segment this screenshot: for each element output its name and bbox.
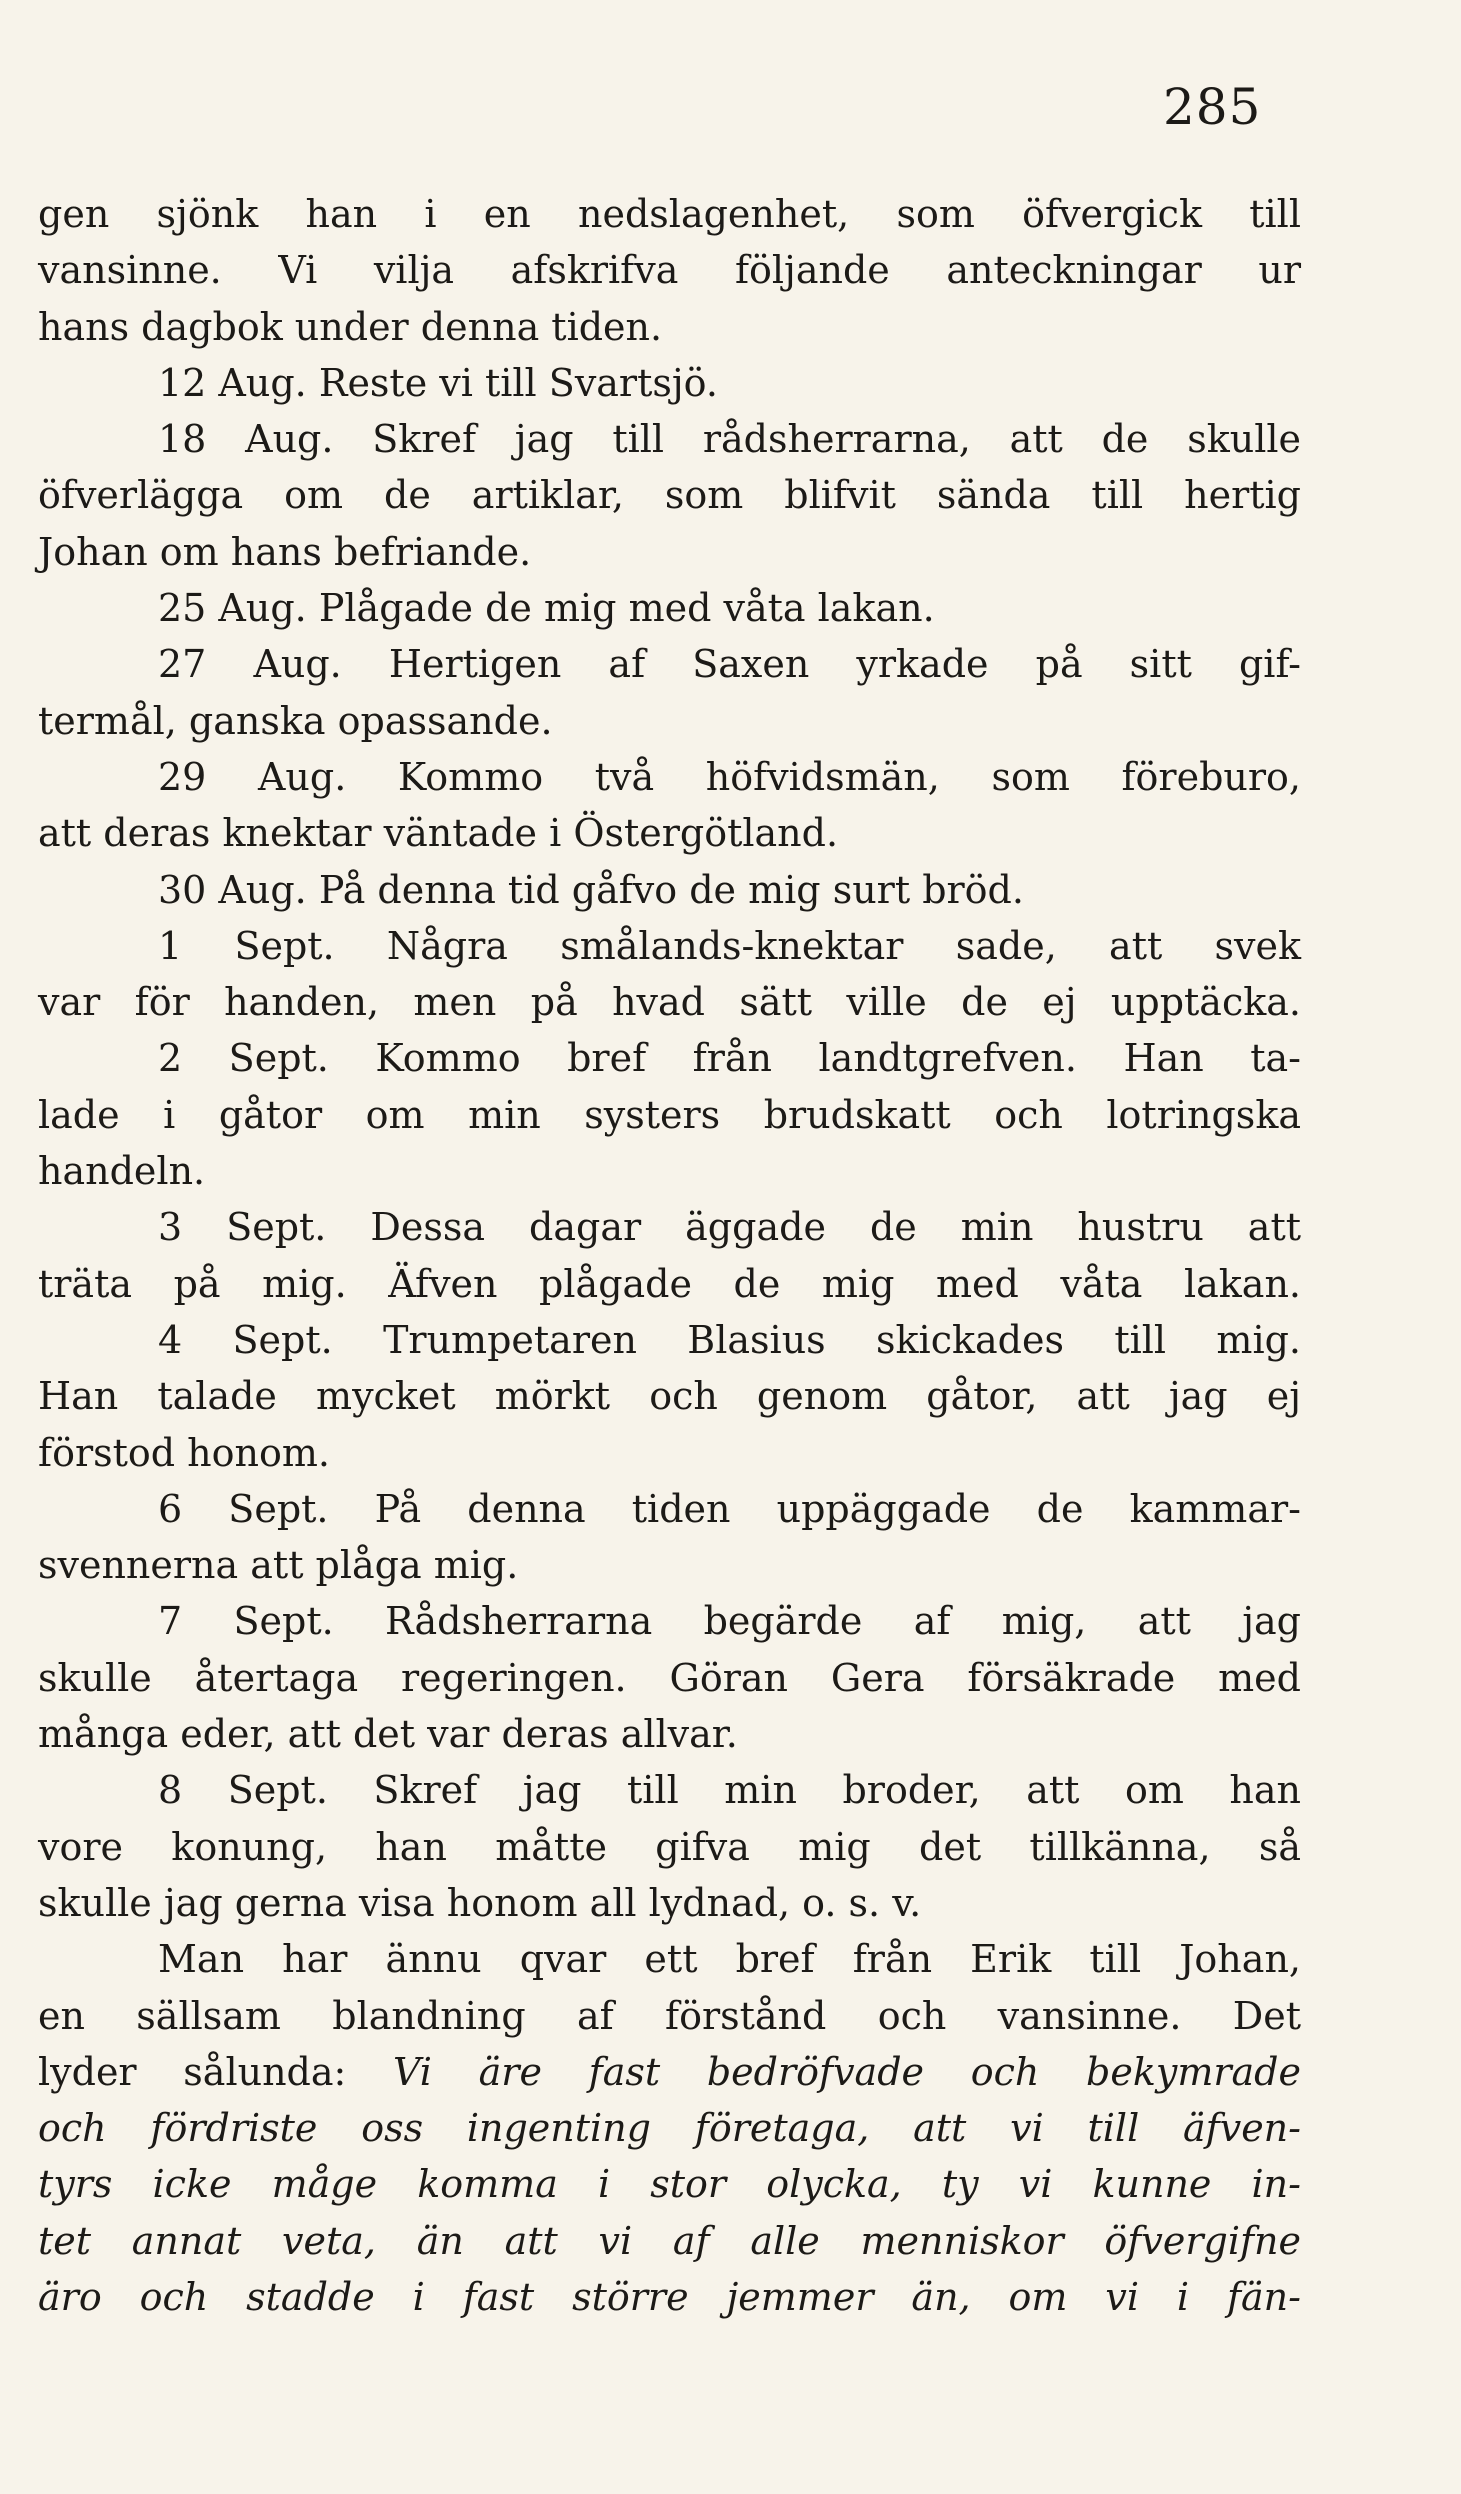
text-line: skulle återtaga regeringen. Göran Gera försäkrade med bbox=[38, 1655, 1301, 1700]
text-line: 3 Sept. Dessa dagar äggade de min hustru att bbox=[158, 1205, 1301, 1250]
text-line: en sällsam blandning af förstånd och vansinne. Det bbox=[38, 1993, 1301, 2038]
text-line: vansinne. Vi vilja afskrifva följande anteckningar ur bbox=[38, 248, 1301, 293]
text-line: Man har ännu qvar ett bref från Erik till Johan, bbox=[158, 1937, 1301, 1982]
text-line: 27 Aug. Hertigen af Saxen yrkade på sitt gif- bbox=[158, 642, 1301, 687]
quote-line: äro och stadde i fast större jemmer än, om vi i fän- bbox=[38, 2274, 1301, 2319]
text-line: svennerna att plåga mig. bbox=[38, 1543, 519, 1588]
text-line: Han talade mycket mörkt och genom gåtor, att jag ej bbox=[38, 1374, 1301, 1419]
text-line: 1 Sept. Några smålands-knektar sade, att svek bbox=[158, 923, 1301, 968]
text-line: 8 Sept. Skref jag till min broder, att om han bbox=[158, 1768, 1301, 1813]
text-line bbox=[38, 2044, 1301, 2100]
text-line: 12 Aug. Reste vi till Svartsjö. bbox=[158, 360, 718, 405]
text-line: skulle jag gerna visa honom all lydnad, o. s. v. bbox=[38, 1880, 922, 1925]
text-line: förstod honom. bbox=[38, 1430, 330, 1475]
text-line: träta på mig. Äfven plågade de mig med våta lakan. bbox=[38, 1261, 1301, 1306]
text-line: 4 Sept. Trumpetaren Blasius skickades till mig. bbox=[158, 1317, 1301, 1362]
text-line: vore konung, han måtte gifva mig det tillkänna, så bbox=[38, 1824, 1301, 1869]
text-line: termål, ganska opassande. bbox=[38, 698, 553, 743]
text-span-italic: Vi äre fast bedröfvade och bekymrade bbox=[393, 2049, 1301, 2094]
text-line: 6 Sept. På denna tiden uppäggade de kammar- bbox=[158, 1486, 1301, 1531]
text-line: 7 Sept. Rådsherrarna begärde af mig, att jag bbox=[158, 1599, 1301, 1644]
page-number: 285 bbox=[1163, 78, 1262, 136]
text-line: öfverlägga om de artiklar, som blifvit sända till hertig bbox=[38, 473, 1301, 518]
text-line: många eder, att det var deras allvar. bbox=[38, 1712, 738, 1757]
body-text bbox=[38, 186, 1301, 2325]
text-line: 18 Aug. Skref jag till rådsherrarna, att de skulle bbox=[158, 417, 1301, 462]
text-line: var för handen, men på hvad sätt ville de ej upptäcka. bbox=[38, 980, 1301, 1025]
text-line: att deras knektar väntade i Östergötland. bbox=[38, 811, 839, 856]
quote-line: och fördriste oss ingenting företaga, att vi till äfven- bbox=[38, 2106, 1301, 2151]
quote-line: tet annat veta, än att vi af alle menniskor öfvergifne bbox=[38, 2218, 1301, 2263]
text-line: lade i gåtor om min systers brudskatt och lotringska bbox=[38, 1092, 1301, 1137]
text-line: gen sjönk han i en nedslagenhet, som öfvergick till bbox=[38, 192, 1301, 236]
text-line: 30 Aug. På denna tid gåfvo de mig surt bröd. bbox=[158, 867, 1024, 912]
text-line: 2 Sept. Kommo bref från landtgrefven. Han ta- bbox=[158, 1036, 1301, 1081]
text-line: 25 Aug. Plågade de mig med våta lakan. bbox=[158, 586, 935, 631]
quote-line: tyrs icke måge komma i stor olycka, ty vi kunne in- bbox=[38, 2162, 1301, 2207]
text-line: 29 Aug. Kommo två höfvidsmän, som föreburo, bbox=[158, 754, 1301, 799]
text-line: hans dagbok under denna tiden. bbox=[38, 304, 663, 349]
text-span-roman: lyder sålunda: bbox=[38, 2049, 394, 2094]
text-line: Johan om hans befriande. bbox=[38, 529, 532, 574]
text-line: handeln. bbox=[38, 1149, 206, 1194]
